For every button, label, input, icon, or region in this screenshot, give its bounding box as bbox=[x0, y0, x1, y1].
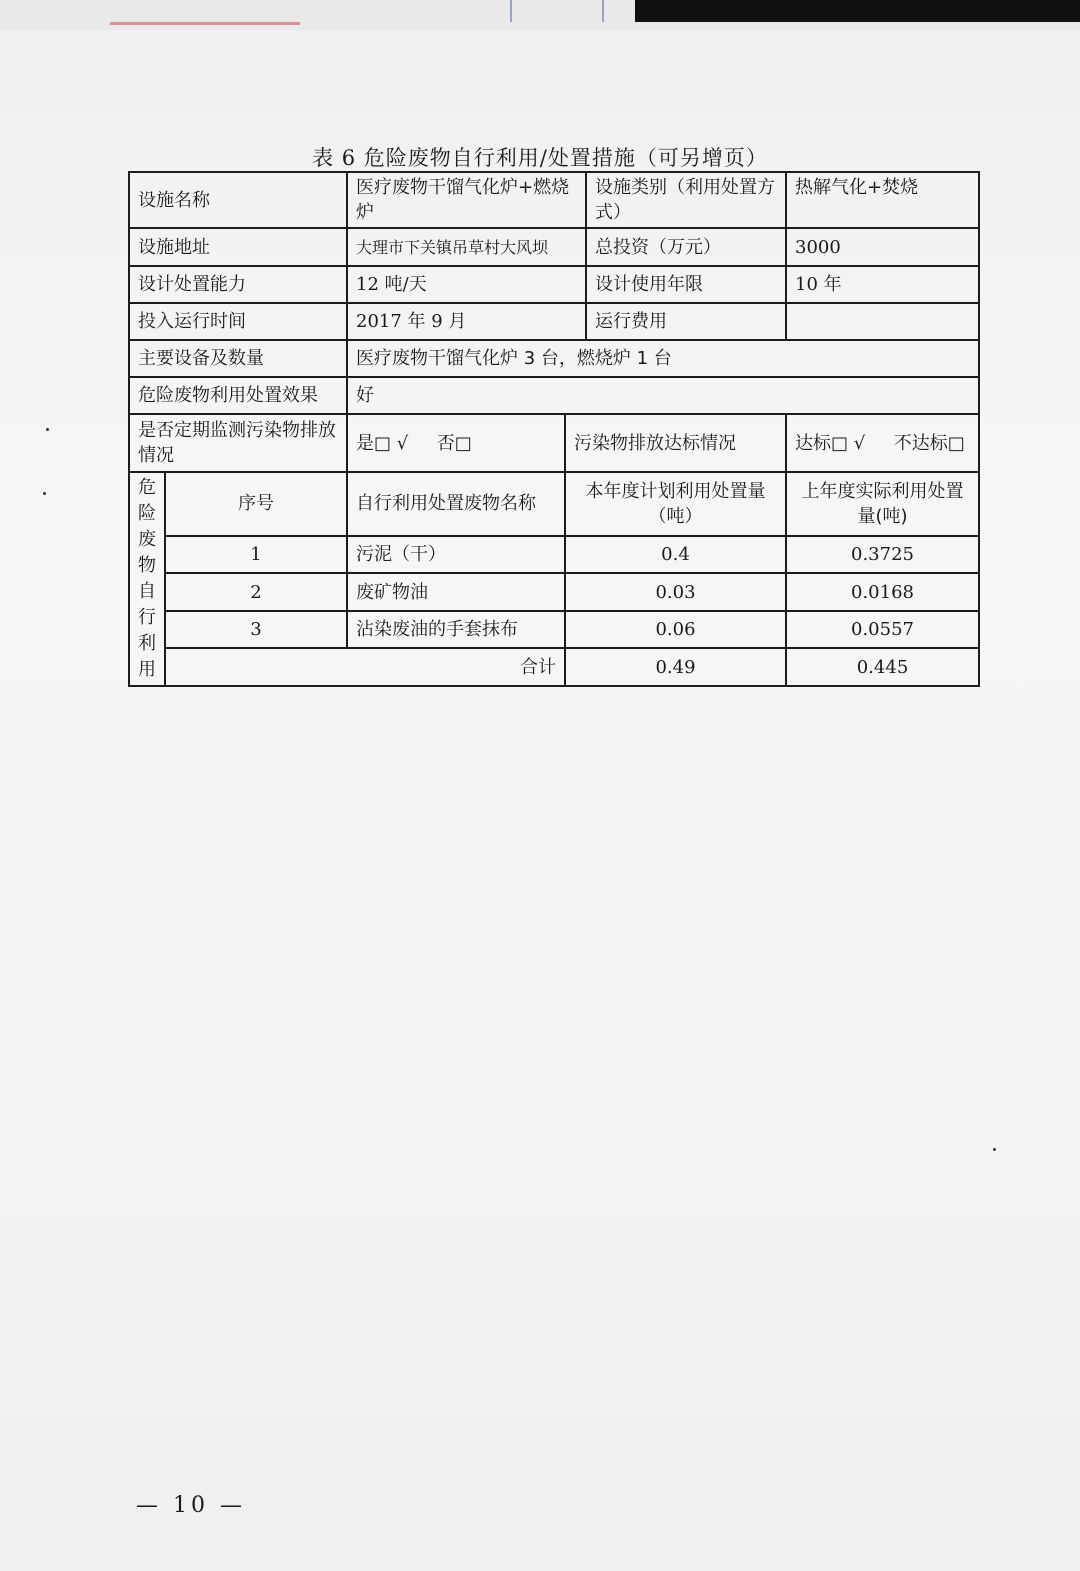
cell-waste-name: 废矿物油 bbox=[347, 573, 565, 611]
header-plan: 本年度计划利用处置量（吨） bbox=[565, 472, 786, 536]
value-effect: 好 bbox=[347, 377, 979, 414]
label-effect: 危险废物利用处置效果 bbox=[129, 377, 347, 414]
value-operating-cost bbox=[786, 303, 979, 340]
cell-plan: 0.03 bbox=[565, 573, 786, 611]
table-row bbox=[129, 611, 979, 649]
row-monitoring bbox=[129, 414, 979, 472]
side-char: 险 bbox=[138, 503, 156, 524]
cell-waste-name: 污泥（干） bbox=[347, 536, 565, 574]
header-waste-name: 自行利用处置废物名称 bbox=[347, 472, 565, 536]
cell-seq: 3 bbox=[165, 611, 347, 649]
value-facility-category: 热解气化+焚烧 bbox=[786, 172, 979, 228]
header-actual: 上年度实际利用处置量(吨) bbox=[786, 472, 979, 536]
side-char: 危 bbox=[138, 477, 156, 498]
label-operating-cost: 运行费用 bbox=[586, 303, 786, 340]
table-row bbox=[129, 573, 979, 611]
cell-seq: 1 bbox=[165, 536, 347, 574]
total-actual: 0.445 bbox=[786, 648, 979, 686]
dark-background-edge bbox=[635, 0, 1080, 22]
label-capacity: 设计处置能力 bbox=[129, 266, 347, 303]
label-facility-name: 设施名称 bbox=[129, 172, 347, 228]
stamp-fragment bbox=[110, 0, 300, 25]
total-label: 合计 bbox=[165, 648, 565, 686]
row-utilization-header bbox=[129, 472, 979, 536]
side-char: 行 bbox=[138, 607, 156, 628]
row-equipment bbox=[129, 340, 979, 377]
label-address: 设施地址 bbox=[129, 228, 347, 266]
value-facility-name: 医疗废物干馏气化炉+燃烧炉 bbox=[347, 172, 586, 228]
cell-seq: 2 bbox=[165, 573, 347, 611]
speck bbox=[993, 1148, 996, 1151]
table-title: 表 6 危险废物自行利用/处置措施（可另增页） bbox=[312, 146, 768, 170]
cell-actual: 0.0557 bbox=[786, 611, 979, 649]
cell-plan: 0.06 bbox=[565, 611, 786, 649]
side-label-utilization bbox=[129, 472, 165, 686]
label-emission: 污染物排放达标情况 bbox=[565, 414, 786, 472]
label-start-time: 投入运行时间 bbox=[129, 303, 347, 340]
cell-waste-name: 沾染废油的手套抹布 bbox=[347, 611, 565, 649]
header-seq: 序号 bbox=[165, 472, 347, 536]
page-number: — 10 — bbox=[136, 1493, 246, 1518]
value-address: 大理市下关镇吊草村大风坝 bbox=[347, 228, 586, 266]
value-equipment: 医疗废物干馏气化炉 3 台，燃烧炉 1 台 bbox=[347, 340, 979, 377]
side-char: 用 bbox=[138, 659, 156, 680]
label-lifetime: 设计使用年限 bbox=[586, 266, 786, 303]
side-char: 自 bbox=[138, 581, 156, 602]
value-lifetime: 10 年 bbox=[786, 266, 979, 303]
label-monitoring: 是否定期监测污染物排放情况 bbox=[129, 414, 347, 472]
row-facility-name bbox=[129, 172, 979, 228]
row-address bbox=[129, 228, 979, 266]
row-capacity bbox=[129, 266, 979, 303]
side-char: 物 bbox=[138, 555, 156, 576]
speck bbox=[43, 492, 46, 495]
value-monitoring: 是□ √ 否□ bbox=[347, 414, 565, 472]
value-capacity: 12 吨/天 bbox=[347, 266, 586, 303]
value-emission: 达标□ √ 不达标□ bbox=[786, 414, 979, 472]
cell-actual: 0.0168 bbox=[786, 573, 979, 611]
side-char: 利 bbox=[138, 633, 156, 654]
label-facility-category: 设施类别（利用处置方式） bbox=[586, 172, 786, 228]
row-effect bbox=[129, 377, 979, 414]
cell-plan: 0.4 bbox=[565, 536, 786, 574]
row-start-time bbox=[129, 303, 979, 340]
label-investment: 总投资（万元） bbox=[586, 228, 786, 266]
value-investment: 3000 bbox=[786, 228, 979, 266]
total-row bbox=[129, 648, 979, 686]
side-char: 废 bbox=[138, 529, 156, 550]
ink-fragment bbox=[510, 0, 604, 22]
cell-actual: 0.3725 bbox=[786, 536, 979, 574]
speck bbox=[46, 428, 49, 431]
total-plan: 0.49 bbox=[565, 648, 786, 686]
table-row bbox=[129, 536, 979, 574]
label-equipment: 主要设备及数量 bbox=[129, 340, 347, 377]
value-start-time: 2017 年 9 月 bbox=[347, 303, 586, 340]
hazardous-waste-table bbox=[128, 171, 980, 687]
